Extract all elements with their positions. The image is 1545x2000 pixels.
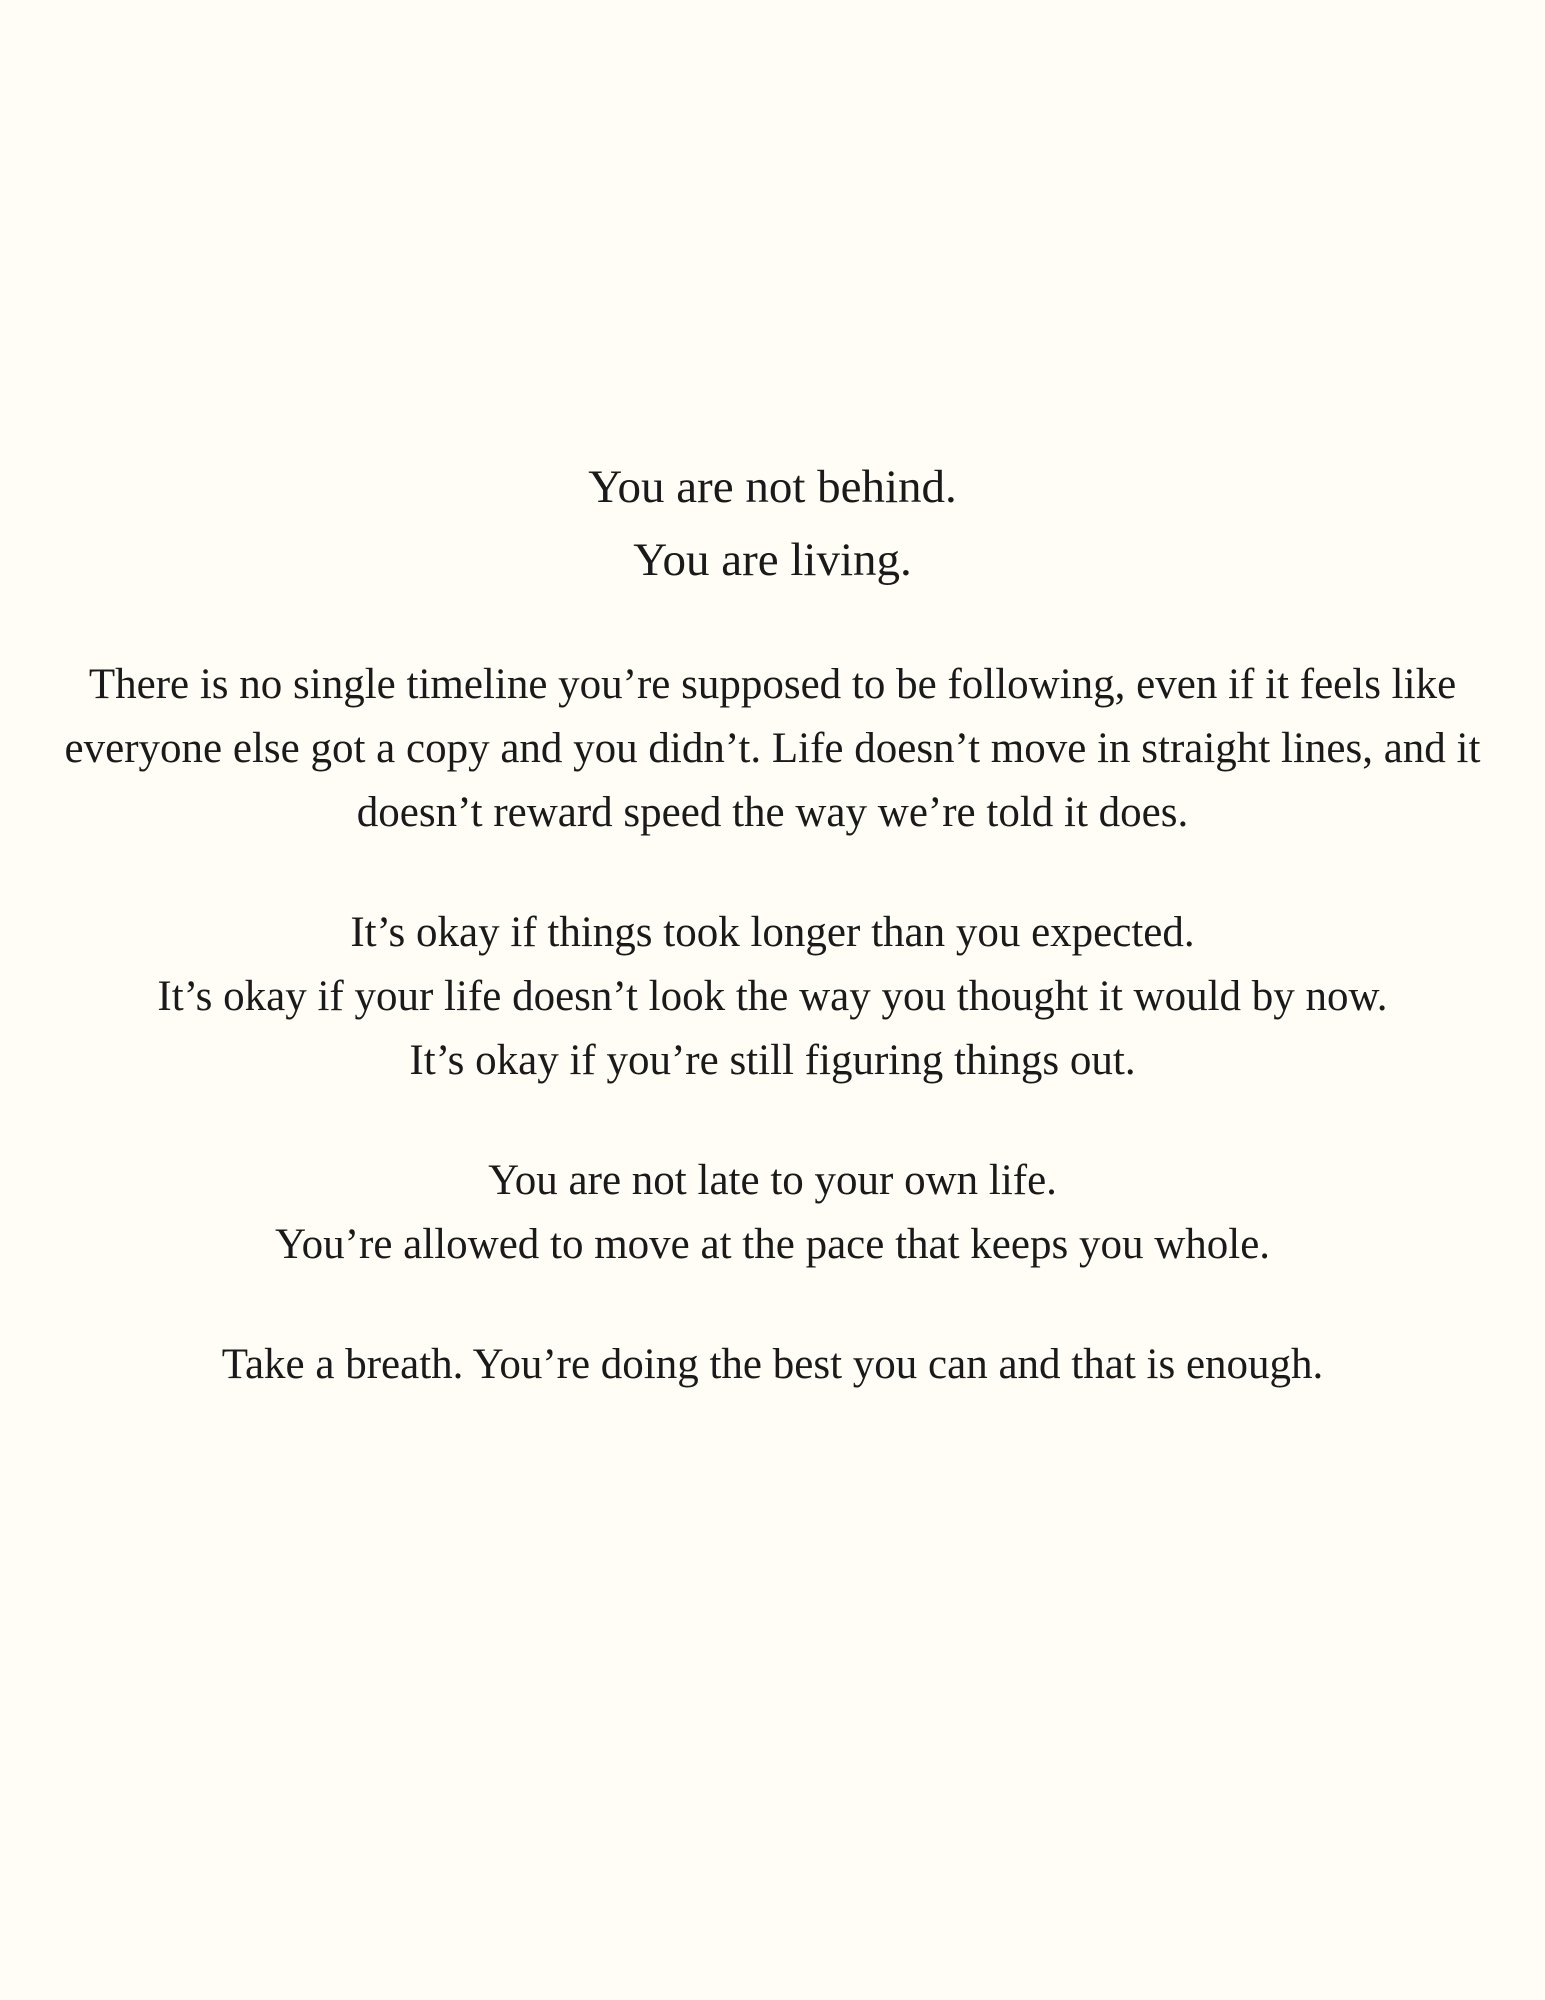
paragraph-1-line-1: There is no single timeline you’re supposed to be following, even if it feels like	[88, 661, 1457, 708]
paragraph-1-line-2: everyone else got a copy and you didn’t. Life doesn’t move in straight lines, and it	[64, 725, 1481, 772]
heading-line-2: You are living.	[633, 534, 912, 586]
paragraph-4-line-1: Take a breath. You’re doing the best you can and that is enough.	[221, 1341, 1324, 1388]
paragraph-2-line-3: It’s okay if you’re still figuring things out.	[409, 1037, 1136, 1084]
paragraph-3-line-2: You’re allowed to move at the pace that keeps you whole.	[274, 1221, 1271, 1268]
paragraph-1-line-3: doesn’t reward speed the way we’re told it does.	[356, 789, 1189, 836]
paragraph-2-line-2: It’s okay if your life doesn’t look the way you thought it would by now.	[157, 973, 1388, 1020]
paragraph-3-line-1: You are not late to your own life.	[488, 1157, 1057, 1204]
heading-line-1: You are not behind.	[588, 461, 957, 513]
paragraph-2-line-1: It’s okay if things took longer than you expected.	[350, 909, 1195, 956]
